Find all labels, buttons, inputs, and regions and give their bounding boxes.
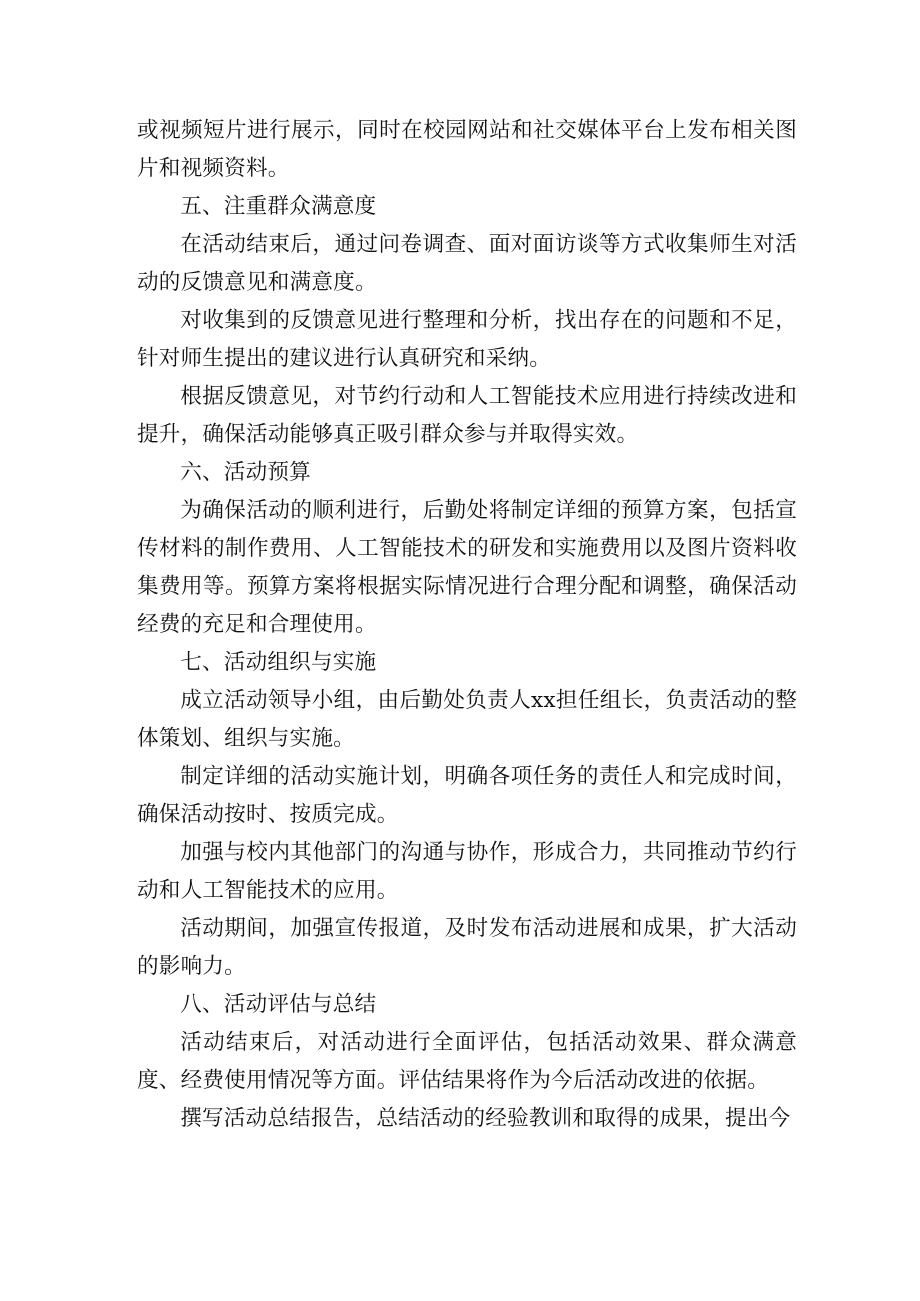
- section-heading-six: 六、活动预算: [180, 460, 311, 485]
- paragraph: 成立活动领导小组，由后勤处负责人xx担任组长，负责活动的整体策划、组织与实施。: [137, 688, 797, 751]
- section-heading-eight: 八、活动评估与总结: [180, 992, 377, 1017]
- paragraph: 加强与校内其他部门的沟通与协作，形成合力，共同推动节约行动和人工智能技术的应用。: [137, 840, 797, 903]
- document-body: [137, 112, 797, 1138]
- paragraph: 在活动结束后，通过问卷调查、面对面访谈等方式收集师生对活动的反馈意见和满意度。: [137, 232, 797, 295]
- paragraph: 撰写活动总结报告，总结活动的经验教训和取得的成果，提出今: [180, 1106, 791, 1131]
- paragraph-continuation: 或视频短片进行展示，同时在校园网站和社交媒体平台上发布相关图片和视频资料。: [137, 118, 797, 181]
- paragraph: 活动结束后，对活动进行全面评估，包括活动效果、群众满意度、经费使用情况等方面。评估结果将作为今后活动改进的依据。: [137, 1030, 797, 1093]
- paragraph: 为确保活动的顺利进行，后勤处将制定详细的预算方案，包括宣传材料的制作费用、人工智能技术的研发和实施费用以及图片资料收集费用等。预算方案将根据实际情况进行合理分配和调整，确保活动经费的充足和合理使用。: [137, 498, 797, 637]
- paragraph: 对收集到的反馈意见进行整理和分析，找出存在的问题和不足，针对师生提出的建议进行认真研究和采纳。: [137, 308, 797, 371]
- section-heading-seven: 七、活动组织与实施: [180, 650, 377, 675]
- section-heading-five: 五、注重群众满意度: [180, 194, 377, 219]
- paragraph: 根据反馈意见，对节约行动和人工智能技术应用进行持续改进和提升，确保活动能够真正吸引群众参与并取得实效。: [137, 384, 797, 447]
- paragraph: 活动期间，加强宣传报道，及时发布活动进展和成果，扩大活动的影响力。: [137, 916, 797, 979]
- paragraph: 制定详细的活动实施计划，明确各项任务的责任人和完成时间，确保活动按时、按质完成。: [137, 764, 797, 827]
